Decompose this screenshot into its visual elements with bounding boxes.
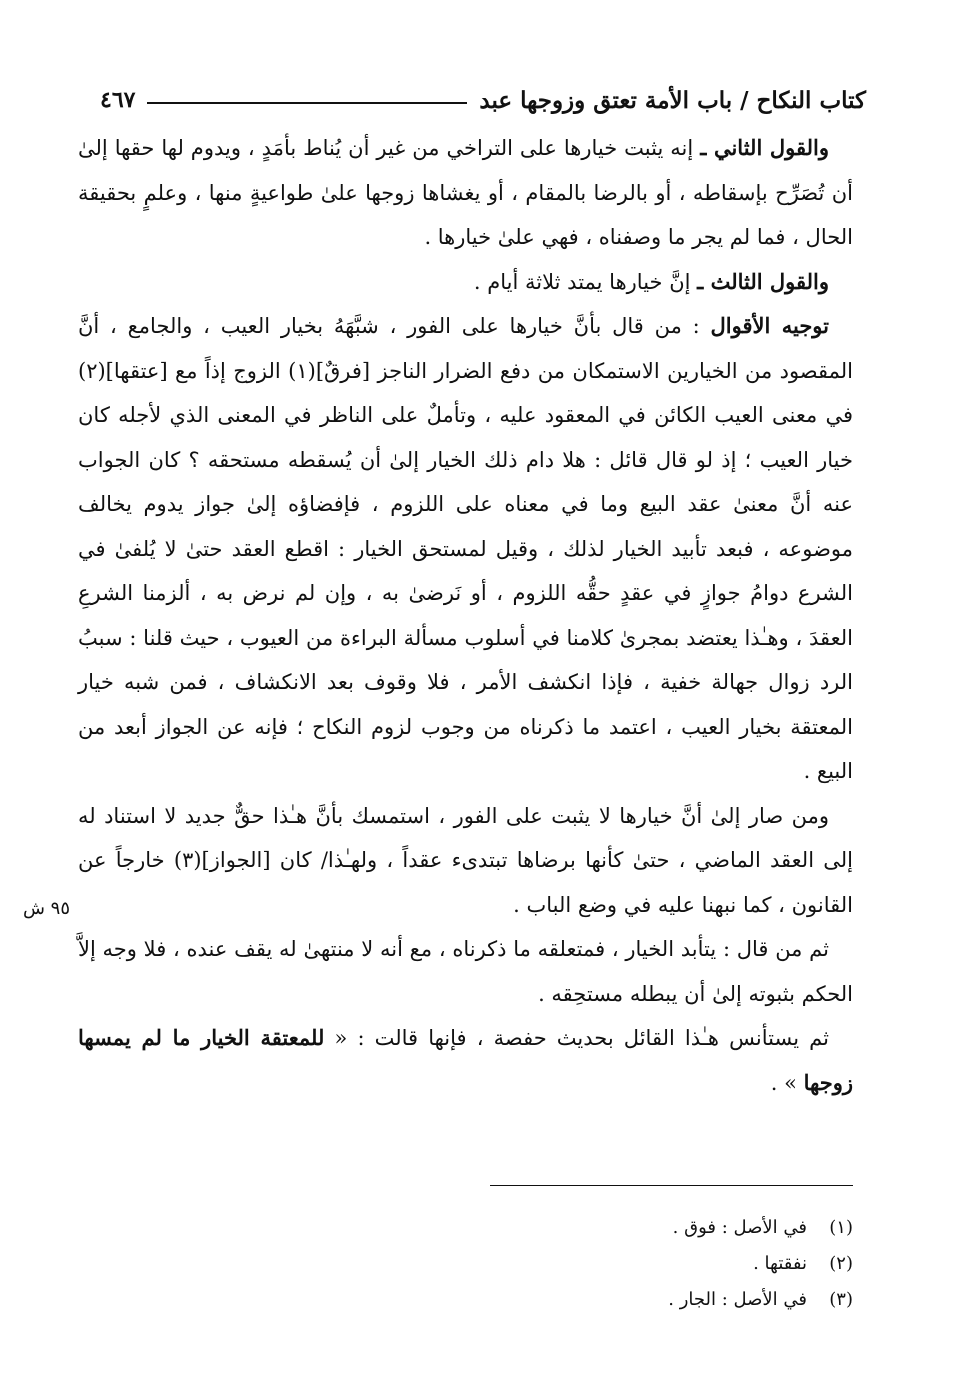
paragraph <box>78 260 853 305</box>
paragraph-text: ومن صار إلىٰ أنَّ خيارها لا يثبت على الفور ، استمسك بأنَّ هـٰذا حقٌّ جديد لا استناد له إلى العقد الماضي ، حتىٰ كأنها برضاها تبتدىء عقداً ، ولهـٰذا/ كان [الجواز](٣) خارجاً عن القانون ، كما نبهنا عليه في وضع الباب . <box>78 803 853 917</box>
footnote <box>500 1210 853 1246</box>
page-number: ٤٦٧ <box>100 87 136 113</box>
paragraph-text: إنه يثبت خيارها على التراخي من غير أن يُناط بأمَدٍ ، ويدوم لها حقها إلىٰ أن تُصَرِّح بإسقاطه ، أو بالرضا بالمقام ، أو يغشاها زوجها علىٰ طواعيةٍ منها ، وعلمٍ بحقيقة الحال ، فما لم يجر ما وصفناه ، فهي علىٰ خيارها . <box>78 136 853 249</box>
footnotes <box>500 1210 853 1318</box>
paragraph-lead: والقول الثالث ـ <box>697 268 829 294</box>
paragraph-lead: توجيه الأقوال <box>710 313 830 338</box>
header-rule <box>147 102 467 104</box>
paragraph <box>78 1016 853 1105</box>
paragraph <box>78 126 853 260</box>
paragraph <box>78 794 853 928</box>
paragraph-lead: والقول الثاني ـ <box>700 135 829 160</box>
paragraph-tail: » . <box>770 1070 804 1095</box>
footnote <box>500 1246 853 1282</box>
footnote-text: في الأصل : فوق . <box>672 1217 807 1238</box>
paragraph-text: إنَّ خيارها يمتد ثلاثة أيام . <box>473 269 698 294</box>
footnote-text: في الأصل : الجار . <box>668 1289 807 1310</box>
footnote-text: نفقتها . <box>753 1253 807 1274</box>
footnote-number: (٢) <box>829 1253 853 1274</box>
running-header <box>100 80 866 120</box>
paragraph <box>78 304 853 794</box>
main-text <box>78 126 853 1105</box>
paragraph-text: ثم من قال : يتأبد الخيار ، فمتعلقه ما ذكرناه ، مع أنه لا منتهىٰ له يقف عنده ، فلا وجه إلاَّ الحكم بثبوته إلىٰ أن يبطله مستحِقه . <box>78 937 853 1006</box>
header-title: كتاب النكاح / باب الأمة تعتق وزوجها عبد <box>479 86 866 114</box>
footnote-separator <box>490 1185 853 1186</box>
footnote-number: (٣) <box>829 1289 853 1310</box>
footnote <box>500 1282 853 1318</box>
footnote-number: (١) <box>829 1217 853 1238</box>
paragraph-text: ثم يستأنس هـٰذا القائل بحديث حفصة ، فإنها قالت : « <box>324 1026 829 1050</box>
margin-folio-note: ٩٥ ش <box>22 898 70 919</box>
paragraph-text: : من قال بأنَّ خيارها على الفور ، شبَّهَهُ بخيار العيب ، والجامع ، أنَّ المقصود من الخيارين الاستمكان من دفع الضرار الناجز [فرقٌ](١) الزوج إذاً مع [عتقها](٢) في معنى العيب الكائن في المعقود عليه ، وتأملٌ على الناظر في المعنى الذي لأجله كان خيار العيب ؛ إذ لو قال قائل : هلا دام ذلك الخيار إلىٰ أن يُسقطه مستحقه ؟ كان الجواب عنه أنَّ معنىٰ عقد البيع وما في معناه على اللزوم ، فإفضاؤه إلىٰ جواز يدوم يخالف موضوعه ، فبعد تأبيد الخيار لذلك ، وقيل لمستحق الخيار : اقطع العقد حتىٰ لا يُلفىٰ في الشرع دوامُ جوازٍ في عقدٍ حقُّه اللزوم ، أو نَرضىٰ به ، وإن لم نرض به ، ألزمنا الشرعِ العقدَ ، وهـٰذا يعتضد بمجرىٰ كلامنا في أسلوب مسألة البراءة من العيوب ، حيث قلنا : سببُ الرد زوال جهالة خفية ، فإذا انكشف الأمر ، فلا وقوف بعد الانكشاف ، فمن شبه خيار المعتقة بخيار العيب ، اعتمد ما ذكرناه من وجوب لزوم النكاح ؛ فإنه عن الجواز أبعد من البيع . <box>78 314 853 783</box>
paragraph <box>78 927 853 1016</box>
hadith-quote: للمعتقة الخيار ما لم يمسها زوجها <box>78 1025 853 1095</box>
